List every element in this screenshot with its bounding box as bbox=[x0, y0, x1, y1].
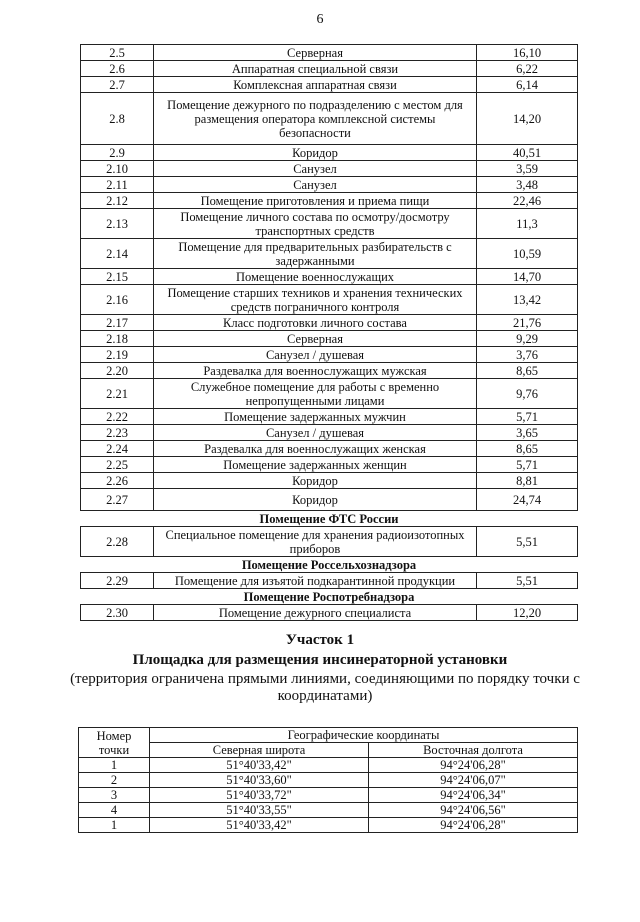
row-number: 2.9 bbox=[81, 145, 154, 161]
section-subtitle: Площадка для размещения инсинераторной установки bbox=[132, 652, 508, 668]
section-heading: Помещение Россельхознадзора bbox=[81, 557, 578, 573]
table-row bbox=[81, 193, 578, 209]
row-number: 2.18 bbox=[81, 331, 154, 347]
room-name: Санузел / душевая bbox=[154, 425, 477, 441]
point-number: 1 bbox=[79, 818, 150, 833]
room-area: 11,3 bbox=[477, 209, 578, 239]
table-row bbox=[81, 331, 578, 347]
room-name: Помещение дежурного специалиста bbox=[154, 605, 477, 621]
row-number: 2.29 bbox=[81, 573, 154, 589]
header-geo-coordinates: Географические координаты bbox=[150, 728, 578, 743]
row-number: 2.17 bbox=[81, 315, 154, 331]
room-name: Санузел bbox=[154, 177, 477, 193]
point-number: 2 bbox=[79, 773, 150, 788]
header-point-number: Номер точки bbox=[79, 728, 150, 758]
header-latitude: Северная широта bbox=[150, 743, 369, 758]
table-row bbox=[81, 209, 578, 239]
room-area: 5,51 bbox=[477, 527, 578, 557]
table-row bbox=[81, 473, 578, 489]
room-name: Помещение для изъятой подкарантинной продукции bbox=[154, 573, 477, 589]
room-name: Помещение для предварительных разбирательств с задержанными bbox=[154, 239, 477, 269]
room-name: Помещение задержанных мужчин bbox=[154, 409, 477, 425]
section-row bbox=[81, 557, 578, 573]
table-row bbox=[81, 239, 578, 269]
row-number: 2.22 bbox=[81, 409, 154, 425]
room-area: 14,20 bbox=[477, 93, 578, 145]
row-number: 2.26 bbox=[81, 473, 154, 489]
row-number: 2.30 bbox=[81, 605, 154, 621]
table-row bbox=[81, 363, 578, 379]
coordinates-subheader-row bbox=[79, 743, 578, 758]
row-number: 2.15 bbox=[81, 269, 154, 285]
room-name: Санузел / душевая bbox=[154, 347, 477, 363]
longitude: 94°24'06,56" bbox=[369, 803, 578, 818]
table-row bbox=[79, 788, 578, 803]
point-number: 1 bbox=[79, 758, 150, 773]
room-name: Раздевалка для военнослужащих мужская bbox=[154, 363, 477, 379]
room-area: 9,76 bbox=[477, 379, 578, 409]
table-row bbox=[81, 269, 578, 285]
row-number: 2.16 bbox=[81, 285, 154, 315]
table-row bbox=[81, 315, 578, 331]
longitude: 94°24'06,34" bbox=[369, 788, 578, 803]
row-number: 2.14 bbox=[81, 239, 154, 269]
room-name: Серверная bbox=[154, 45, 477, 61]
table-row bbox=[79, 818, 578, 833]
row-number: 2.21 bbox=[81, 379, 154, 409]
room-name: Класс подготовки личного состава bbox=[154, 315, 477, 331]
table-row bbox=[81, 93, 578, 145]
room-area: 3,48 bbox=[477, 177, 578, 193]
room-area: 9,29 bbox=[477, 331, 578, 347]
table-row bbox=[81, 45, 578, 61]
table-row bbox=[81, 285, 578, 315]
row-number: 2.24 bbox=[81, 441, 154, 457]
row-number: 2.6 bbox=[81, 61, 154, 77]
table-row bbox=[79, 803, 578, 818]
table-row bbox=[81, 527, 578, 557]
section-note: (территория ограничена прямыми линиями, соединяющими по порядку точки с координатами) bbox=[70, 671, 580, 704]
room-name: Аппаратная специальной связи bbox=[154, 61, 477, 77]
table-row bbox=[81, 161, 578, 177]
section-row bbox=[81, 589, 578, 605]
page-number: 6 bbox=[316, 12, 324, 27]
room-area: 24,74 bbox=[477, 489, 578, 511]
room-name: Серверная bbox=[154, 331, 477, 347]
latitude: 51°40'33,42" bbox=[150, 758, 369, 773]
room-area: 40,51 bbox=[477, 145, 578, 161]
header-longitude: Восточная долгота bbox=[369, 743, 578, 758]
row-number: 2.12 bbox=[81, 193, 154, 209]
section-heading: Помещение Роспотребнадзора bbox=[81, 589, 578, 605]
room-area: 12,20 bbox=[477, 605, 578, 621]
table-row bbox=[81, 177, 578, 193]
row-number: 2.23 bbox=[81, 425, 154, 441]
section-row bbox=[81, 511, 578, 527]
room-area: 13,42 bbox=[477, 285, 578, 315]
room-area: 8,65 bbox=[477, 441, 578, 457]
table-row bbox=[81, 425, 578, 441]
coordinates-header-row bbox=[79, 728, 578, 743]
row-number: 2.20 bbox=[81, 363, 154, 379]
room-area: 3,65 bbox=[477, 425, 578, 441]
row-number: 2.28 bbox=[81, 527, 154, 557]
longitude: 94°24'06,28" bbox=[369, 758, 578, 773]
table-row bbox=[81, 605, 578, 621]
room-name: Раздевалка для военнослужащих женская bbox=[154, 441, 477, 457]
row-number: 2.13 bbox=[81, 209, 154, 239]
room-area: 14,70 bbox=[477, 269, 578, 285]
table-row bbox=[81, 409, 578, 425]
table-row bbox=[81, 61, 578, 77]
row-number: 2.27 bbox=[81, 489, 154, 511]
room-area: 21,76 bbox=[477, 315, 578, 331]
room-name: Помещение старших техников и хранения технических средств пограничного контроля bbox=[154, 285, 477, 315]
room-name: Помещение задержанных женщин bbox=[154, 457, 477, 473]
point-number: 3 bbox=[79, 788, 150, 803]
latitude: 51°40'33,60" bbox=[150, 773, 369, 788]
room-area: 10,59 bbox=[477, 239, 578, 269]
row-number: 2.5 bbox=[81, 45, 154, 61]
room-area: 3,76 bbox=[477, 347, 578, 363]
latitude: 51°40'33,42" bbox=[150, 818, 369, 833]
table-row bbox=[81, 573, 578, 589]
section-heading: Помещение ФТС России bbox=[81, 511, 578, 527]
room-area: 3,59 bbox=[477, 161, 578, 177]
room-name: Коридор bbox=[154, 145, 477, 161]
row-number: 2.7 bbox=[81, 77, 154, 93]
table-row bbox=[81, 145, 578, 161]
longitude: 94°24'06,07" bbox=[369, 773, 578, 788]
table-row bbox=[81, 77, 578, 93]
point-number: 4 bbox=[79, 803, 150, 818]
rooms-table bbox=[80, 44, 578, 621]
row-number: 2.25 bbox=[81, 457, 154, 473]
table-row bbox=[79, 758, 578, 773]
room-area: 8,81 bbox=[477, 473, 578, 489]
table-row bbox=[81, 489, 578, 511]
row-number: 2.11 bbox=[81, 177, 154, 193]
coordinates-table bbox=[78, 727, 578, 833]
room-area: 5,71 bbox=[477, 409, 578, 425]
room-name: Помещение приготовления и приема пищи bbox=[154, 193, 477, 209]
latitude: 51°40'33,55" bbox=[150, 803, 369, 818]
room-area: 8,65 bbox=[477, 363, 578, 379]
room-name: Служебное помещение для работы с временно непропущенными лицами bbox=[154, 379, 477, 409]
room-area: 16,10 bbox=[477, 45, 578, 61]
section-title: Участок 1 bbox=[285, 632, 355, 648]
room-name: Помещение военнослужащих bbox=[154, 269, 477, 285]
room-name: Санузел bbox=[154, 161, 477, 177]
row-number: 2.8 bbox=[81, 93, 154, 145]
longitude: 94°24'06,28" bbox=[369, 818, 578, 833]
table-row bbox=[81, 457, 578, 473]
table-row bbox=[81, 379, 578, 409]
room-area: 22,46 bbox=[477, 193, 578, 209]
table-row bbox=[79, 773, 578, 788]
room-name: Специальное помещение для хранения радиоизотопных приборов bbox=[154, 527, 477, 557]
room-area: 6,22 bbox=[477, 61, 578, 77]
table-row bbox=[81, 441, 578, 457]
row-number: 2.10 bbox=[81, 161, 154, 177]
room-name: Коридор bbox=[154, 489, 477, 511]
room-area: 5,51 bbox=[477, 573, 578, 589]
room-area: 5,71 bbox=[477, 457, 578, 473]
room-name: Помещение личного состава по осмотру/досмотру транспортных средств bbox=[154, 209, 477, 239]
room-name: Коридор bbox=[154, 473, 477, 489]
room-name: Комплексная аппаратная связи bbox=[154, 77, 477, 93]
table-row bbox=[81, 347, 578, 363]
latitude: 51°40'33,72" bbox=[150, 788, 369, 803]
row-number: 2.19 bbox=[81, 347, 154, 363]
room-name: Помещение дежурного по подразделению с местом для размещения оператора комплексной системы безопасности bbox=[154, 93, 477, 145]
room-area: 6,14 bbox=[477, 77, 578, 93]
